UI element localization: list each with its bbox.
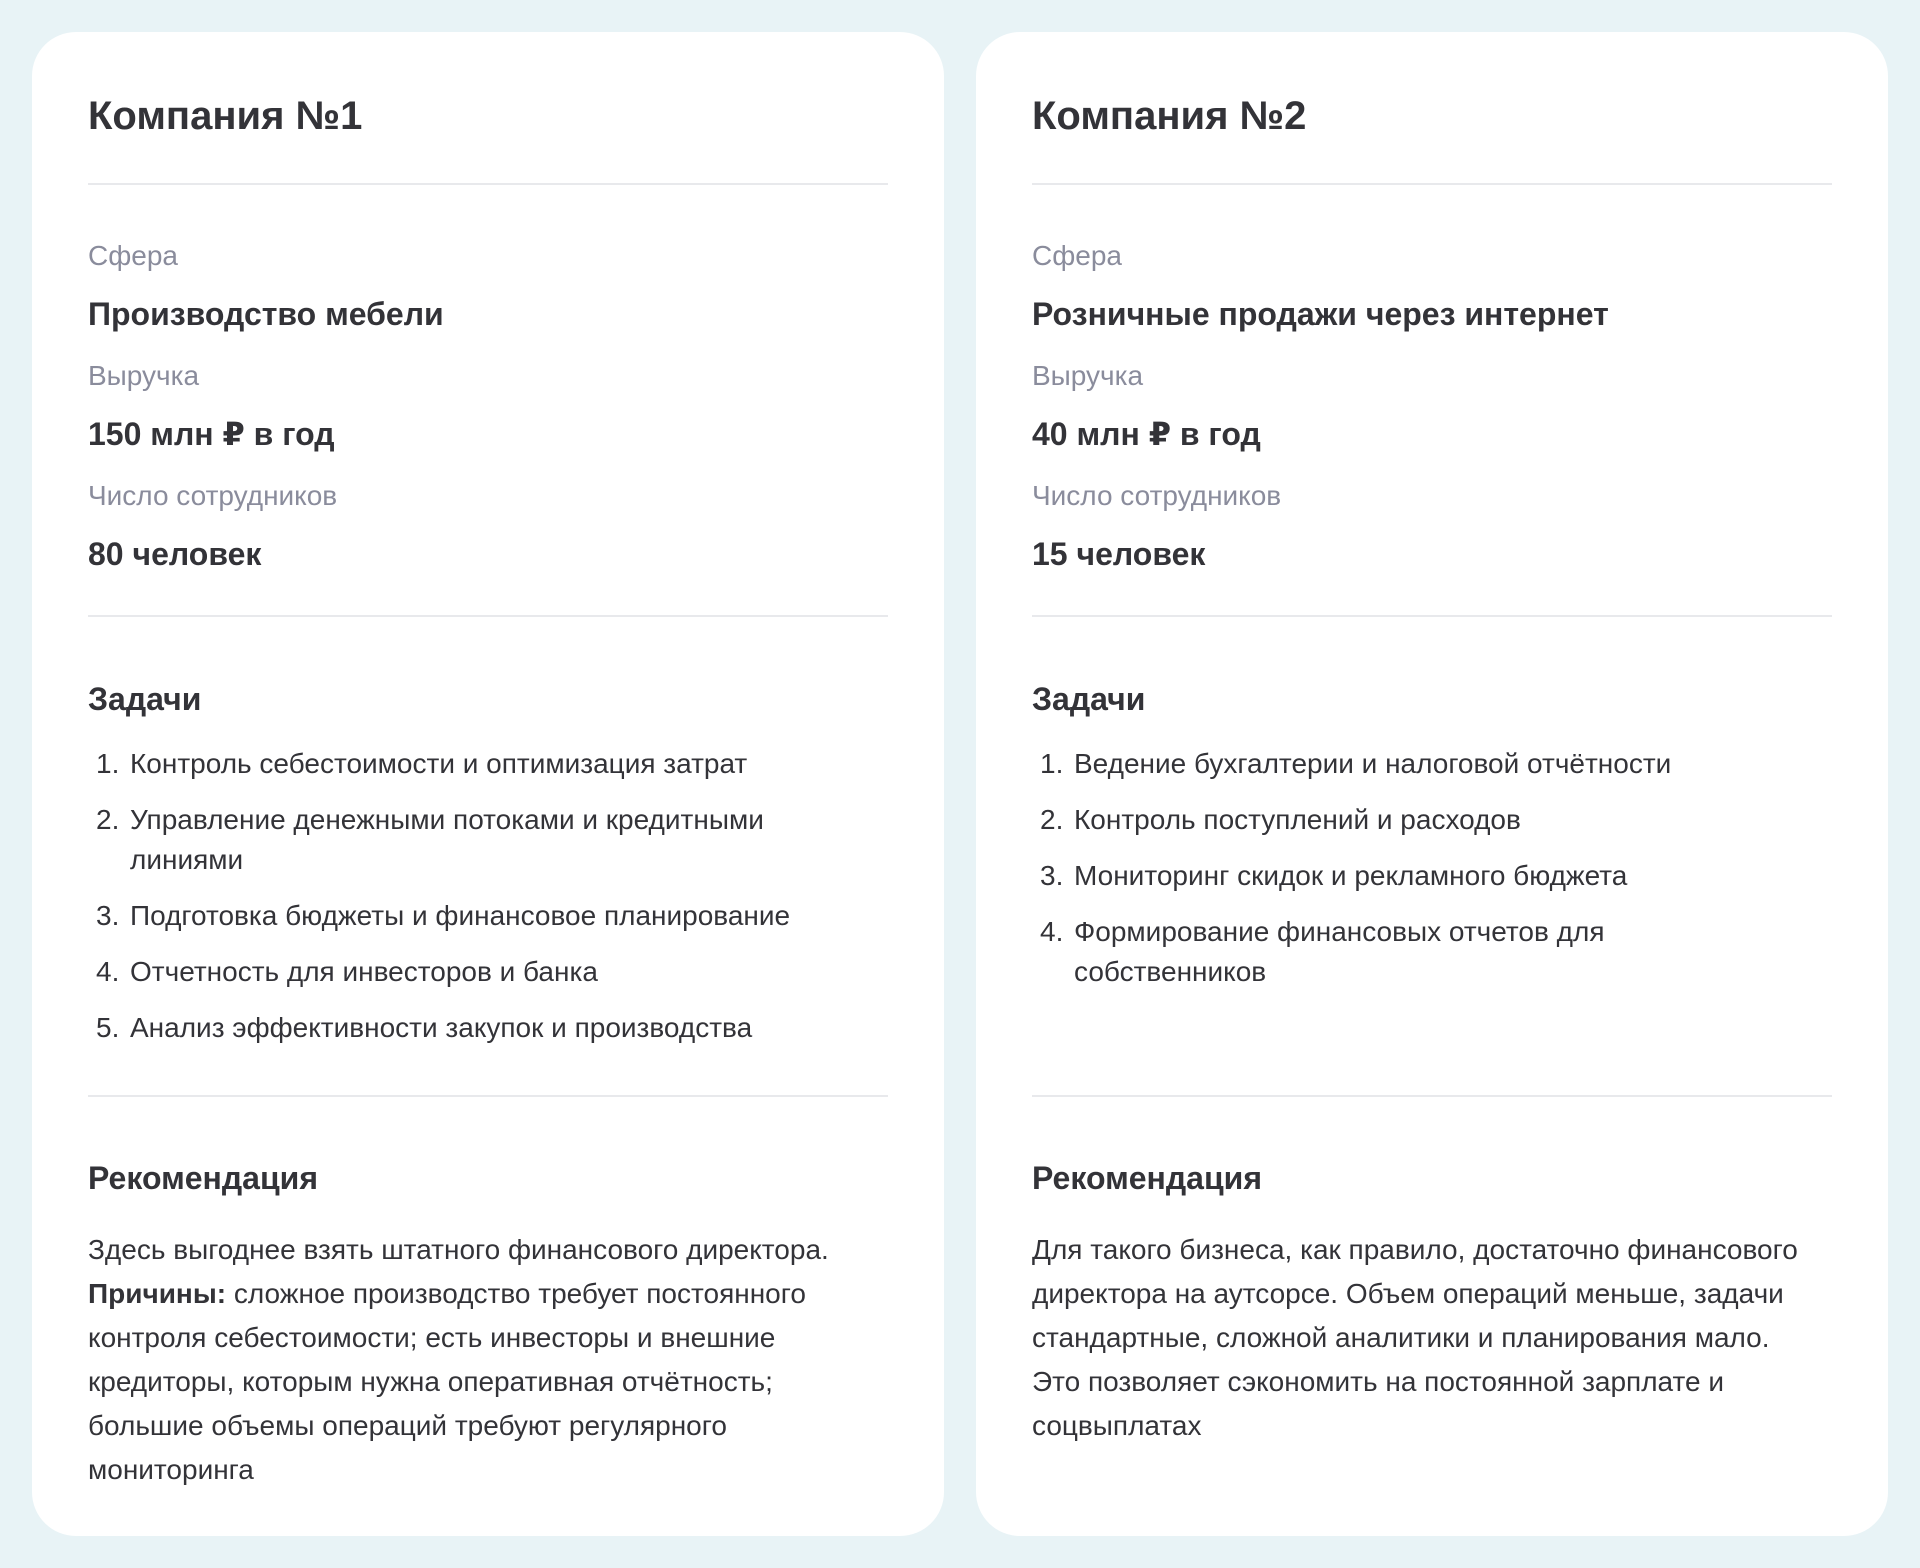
divider <box>88 183 888 185</box>
recommendation-title: Рекомендация <box>1032 1160 1262 1196</box>
sphere-value: Розничные продажи через интернет <box>1032 296 1609 332</box>
company-card-2 <box>976 32 1888 1536</box>
task-number: 2. <box>1040 804 1064 835</box>
task-text: Отчетность для инвесторов и банка <box>130 956 598 987</box>
company-title: Компания №2 <box>1032 94 1307 138</box>
task-text: Контроль поступлений и расходов <box>1074 804 1521 835</box>
revenue-label: Выручка <box>88 360 200 391</box>
recommendation-title: Рекомендация <box>88 1160 318 1196</box>
tasks-title: Задачи <box>1032 681 1146 717</box>
revenue-value: 40 млн ₽ в год <box>1032 416 1261 452</box>
task-text: Управление денежными потоками и кредитными линиями <box>130 804 764 875</box>
reasons-label: Причины: <box>88 1278 227 1309</box>
task-item <box>1032 912 1634 992</box>
task-text: Анализ эффективности закупок и производства <box>130 1012 753 1043</box>
company-title: Компания №1 <box>88 94 363 138</box>
task-item <box>88 800 770 880</box>
task-number: 1. <box>1040 748 1064 779</box>
task-number: 4. <box>96 956 120 987</box>
divider <box>88 1095 888 1097</box>
task-item <box>88 744 770 784</box>
employees-label: Число сотрудников <box>88 480 338 511</box>
revenue-label: Выручка <box>1032 360 1144 391</box>
divider <box>1032 1095 1832 1097</box>
task-number: 3. <box>1040 860 1064 891</box>
task-number: 4. <box>1040 916 1064 947</box>
recommendation-text <box>88 1228 888 1492</box>
revenue-value: 150 млн ₽ в год <box>88 416 335 452</box>
task-number: 5. <box>96 1012 120 1043</box>
task-text: Формирование финансовых отчетов для собственников <box>1074 916 1605 987</box>
task-number: 1. <box>96 748 120 779</box>
task-text: Мониторинг скидок и рекламного бюджета <box>1074 860 1628 891</box>
task-item <box>88 896 888 936</box>
divider <box>1032 183 1832 185</box>
employees-value: 80 человек <box>88 536 262 572</box>
company-card-1 <box>32 32 944 1536</box>
task-item <box>1032 800 1832 840</box>
task-item <box>1032 744 1832 784</box>
employees-label: Число сотрудников <box>1032 480 1282 511</box>
task-text: Ведение бухгалтерии и налоговой отчётности <box>1074 748 1672 779</box>
task-number: 3. <box>96 900 120 931</box>
task-list <box>1032 744 1832 1008</box>
reasons-text: сложное производство требует постоянного контроля себестоимости; есть инвесторы и внешние кредиторы, которым нужна оперативная отчётность; большие объемы операций требуют регулярного мониторинга <box>88 1278 806 1485</box>
employees-value: 15 человек <box>1032 536 1206 572</box>
recommendation-text: Для такого бизнеса, как правило, достаточно финансового директора на аутсорсе. Объем операций меньше, задачи стандартные, сложной аналитики и планирования мало. Это позволяет сэкономить на постоянной зарплате и соцвыплатах <box>1032 1234 1798 1441</box>
task-text: Подготовка бюджеты и финансовое планирование <box>130 900 791 931</box>
task-item <box>1032 856 1832 896</box>
recommendation-intro: Здесь выгоднее взять штатного финансового директора. <box>88 1234 829 1265</box>
task-item <box>88 952 888 992</box>
sphere-value: Производство мебели <box>88 296 444 332</box>
tasks-title: Задачи <box>88 681 202 717</box>
divider <box>88 615 888 617</box>
task-item <box>88 1008 888 1048</box>
task-list <box>88 744 888 1064</box>
divider <box>1032 615 1832 617</box>
sphere-label: Сфера <box>88 240 178 271</box>
task-text: Контроль себестоимости и оптимизация затрат <box>130 748 748 779</box>
task-number: 2. <box>96 804 120 835</box>
sphere-label: Сфера <box>1032 240 1122 271</box>
